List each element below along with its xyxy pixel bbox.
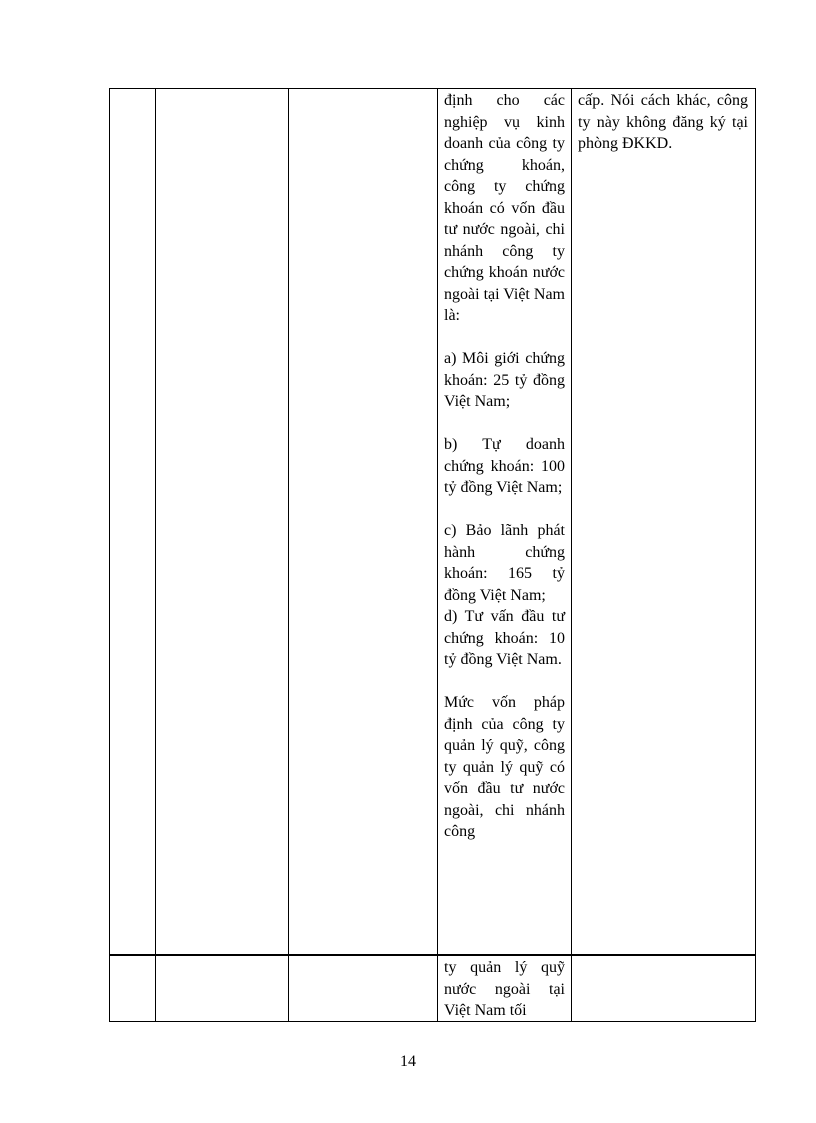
row-separator: [109, 954, 755, 956]
item-d-paragraph: d) Tư vấn đầu tư chứng khoán: 10 tỷ đồng Việt Nam.: [444, 608, 565, 668]
col-line-4: [437, 88, 438, 1022]
continued-paragraph: ty quản lý quỹ nước ngoài tại Việt Nam tối: [444, 959, 565, 1019]
item-c-paragraph: c) Bảo lãnh phát hành chứng khoán: 165 tỷ đồng Việt Nam;: [444, 522, 565, 604]
note-paragraph: cấp. Nói cách khác, công ty này không đăng ký tại phòng ĐKKD.: [578, 92, 748, 152]
fund-capital-paragraph: Mức vốn pháp định của công ty quản lý quỹ, công ty quản lý quỹ có vốn đầu tư nước ngoài, chi nhánh công: [444, 694, 565, 840]
col-line-2: [155, 88, 156, 1022]
capital-intro-paragraph: định cho các nghiệp vụ kinh doanh của công ty chứng khoán, công ty chứng khoán có vốn đầu tư nước ngoài, chi nhánh công ty chứng khoán nước ngoài tại Việt Nam là:: [444, 92, 565, 324]
page-number: 14: [400, 1053, 416, 1070]
col-line-1: [109, 88, 110, 1022]
col-line-5: [571, 88, 572, 1022]
item-a-paragraph: a) Môi giới chứng khoán: 25 tỷ đồng Việt Nam;: [444, 350, 565, 410]
cell-col4-row2: [444, 957, 565, 1022]
cell-col4-row1: [444, 90, 565, 843]
table-bottom-border: [109, 1021, 755, 1022]
cell-col5-row1: [578, 90, 748, 155]
item-b-paragraph: b) Tự doanh chứng khoán: 100 tỷ đồng Việt Nam;: [444, 436, 565, 496]
col-line-3: [288, 88, 289, 1022]
col-line-6: [755, 88, 756, 1022]
table-top-border: [109, 88, 755, 89]
